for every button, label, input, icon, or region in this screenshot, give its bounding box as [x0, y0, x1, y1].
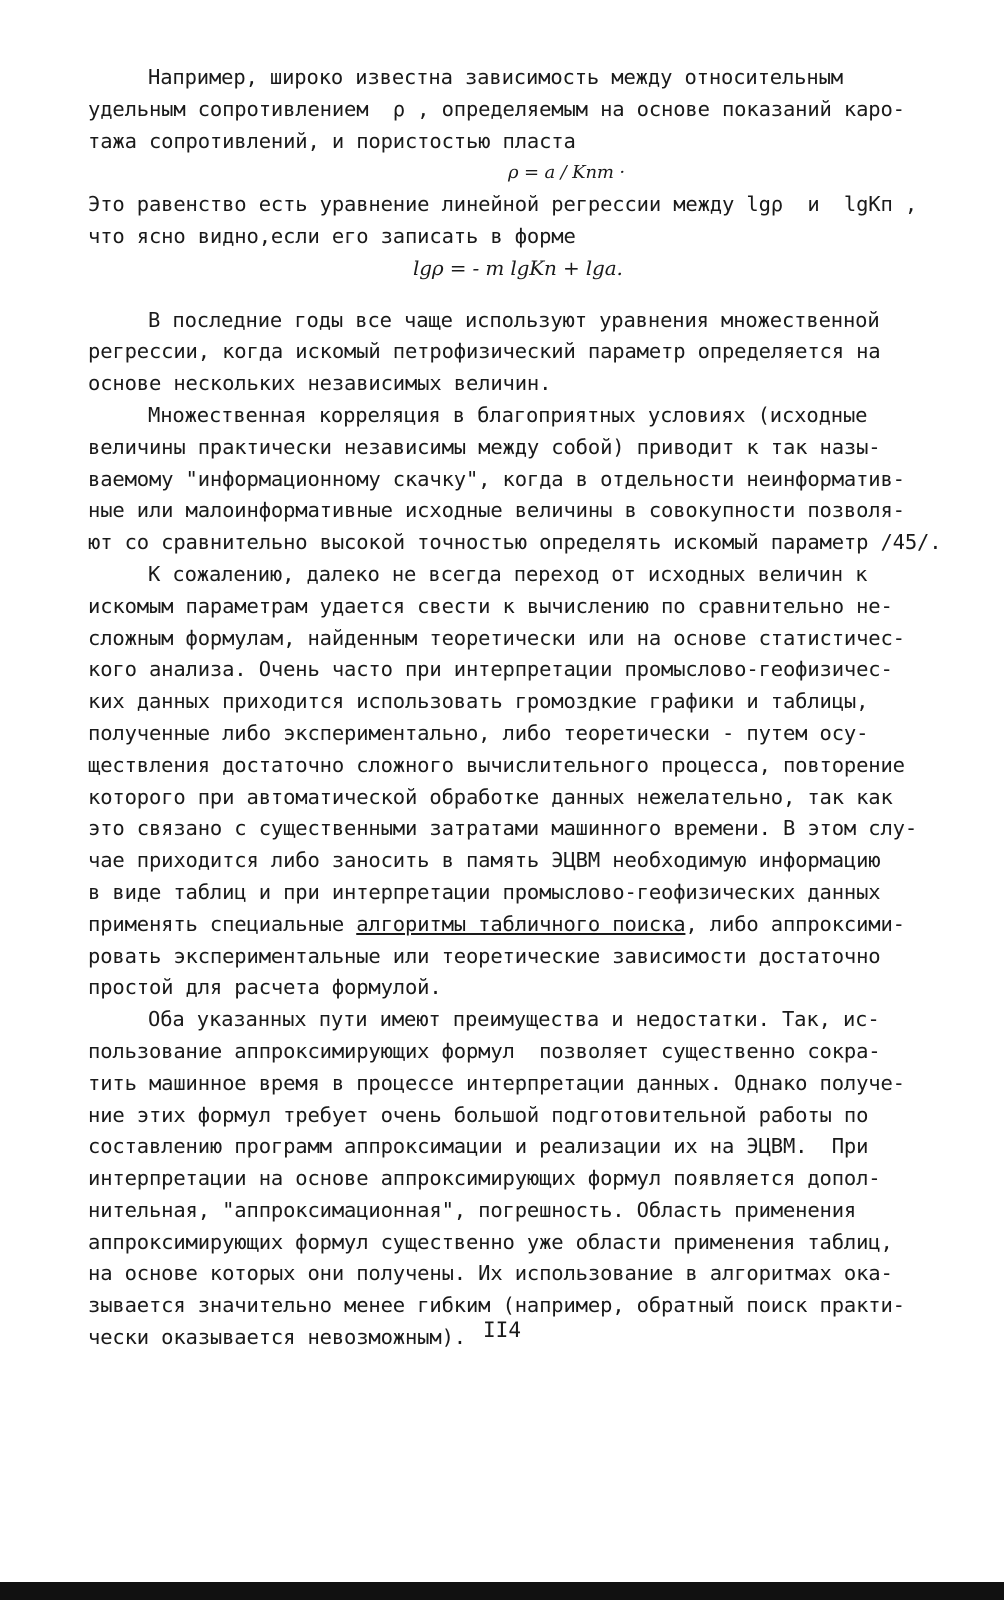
text-line: ние этих формул требует очень большой подготовительной работы по: [88, 1102, 869, 1127]
text-line: интерпретации на основе аппроксимирующих формул появляется допол-: [88, 1166, 881, 1191]
paragraph-gap: [88, 285, 954, 305]
text-segment: применять специальные: [88, 911, 357, 936]
text-line: в виде таблиц и при интерпретации промыслово-геофизических данных: [88, 879, 881, 904]
text-line: регрессии, когда искомый петрофизический параметр определяется на: [88, 339, 881, 364]
text-line: простой для расчета формулой.: [88, 975, 442, 1000]
text-line: нительная, "аппроксимационная", погрешность. Область применения: [88, 1197, 857, 1222]
text-line: это связано с существенными затратами машинного времени. В этом слу-: [88, 816, 918, 841]
text-line: ких данных приходится использовать громоздкие графики и таблицы,: [88, 689, 869, 714]
text-line: искомым параметрам удается свести к вычислению по сравнительно не-: [88, 593, 893, 618]
text-line: ровать экспериментальные или теоретические зависимости достаточно: [88, 943, 881, 968]
text-line: которого при автоматической обработке данных нежелательно, так как: [88, 784, 893, 809]
text-line: на основе которых они получены. Их использование в алгоритмах ока-: [88, 1261, 893, 1286]
text-line: Это равенство есть уравнение линейной регрессии между lgρ и lgKп ,: [88, 192, 918, 217]
formula-log-regression: lgρ = - m lgKп + lga.: [413, 255, 623, 280]
text-line: [88, 909, 954, 941]
underlined-term: алгоритмы табличного поиска: [356, 911, 686, 936]
text-line: что ясно видно,если его записать в форме: [88, 223, 576, 248]
text-line: Оба указанных пути имеют преимущества и недостатки. Так, ис-: [148, 1007, 880, 1032]
page-number: II4: [483, 1318, 521, 1342]
text-line: Множественная корреляция в благоприятных условиях (исходные: [148, 402, 868, 427]
text-line: тить машинное время в процессе интерпретации данных. Однако получе-: [88, 1070, 905, 1095]
text-line: ществления достаточно сложного вычислительного процесса, повторение: [88, 752, 905, 777]
text-line: ные или малоинформативные исходные величины в совокупности позволя-: [88, 498, 905, 523]
body-text: [88, 62, 954, 1354]
text-line: чески оказывается невозможным).: [88, 1325, 466, 1350]
text-line: составлению программ аппроксимации и реализации их на ЭЦВМ. При: [88, 1134, 869, 1159]
scan-border: [0, 1582, 1004, 1600]
formula-resistivity: ρ = a / Kпm ·: [508, 162, 625, 184]
text-line: величины практически независимы между собой) приводит к так назы-: [88, 434, 881, 459]
text-line: тажа сопротивлений, и пористостью пласта: [88, 128, 576, 153]
text-line: полученные либо экспериментально, либо теоретически - путем осу-: [88, 720, 869, 745]
text-line: основе нескольких независимых величин.: [88, 371, 552, 396]
text-line: аппроксимирующих формул существенно уже области применения таблиц,: [88, 1229, 893, 1254]
text-line: К сожалению, далеко не всегда переход от исходных величин к: [148, 561, 868, 586]
text-line: ваемому "информационному скачку", когда в отдельности неинформатив-: [88, 466, 905, 491]
text-line: чае приходится либо заносить в память ЭЦВМ необходимую информацию: [88, 848, 881, 873]
text-line: удельным сопротивлением ρ , определяемым на основе показаний каро-: [88, 96, 905, 121]
text-line: пользование аппроксимирующих формул позволяет существенно сокра-: [88, 1038, 881, 1063]
text-line: зывается значительно менее гибким (например, обратный поиск практи-: [88, 1293, 905, 1318]
text-line: ют со сравнительно высокой точностью определять искомый параметр /45/.: [88, 530, 942, 555]
text-line: кого анализа. Очень часто при интерпретации промыслово-геофизичес-: [88, 657, 893, 682]
text-line: сложным формулам, найденным теоретически или на основе статистичес-: [88, 625, 905, 650]
text-line: В последние годы все чаще используют уравнения множественной: [148, 307, 880, 332]
text-line: Например, широко известна зависимость между относительным: [148, 65, 843, 89]
text-segment: , либо аппроксими-: [685, 911, 905, 936]
